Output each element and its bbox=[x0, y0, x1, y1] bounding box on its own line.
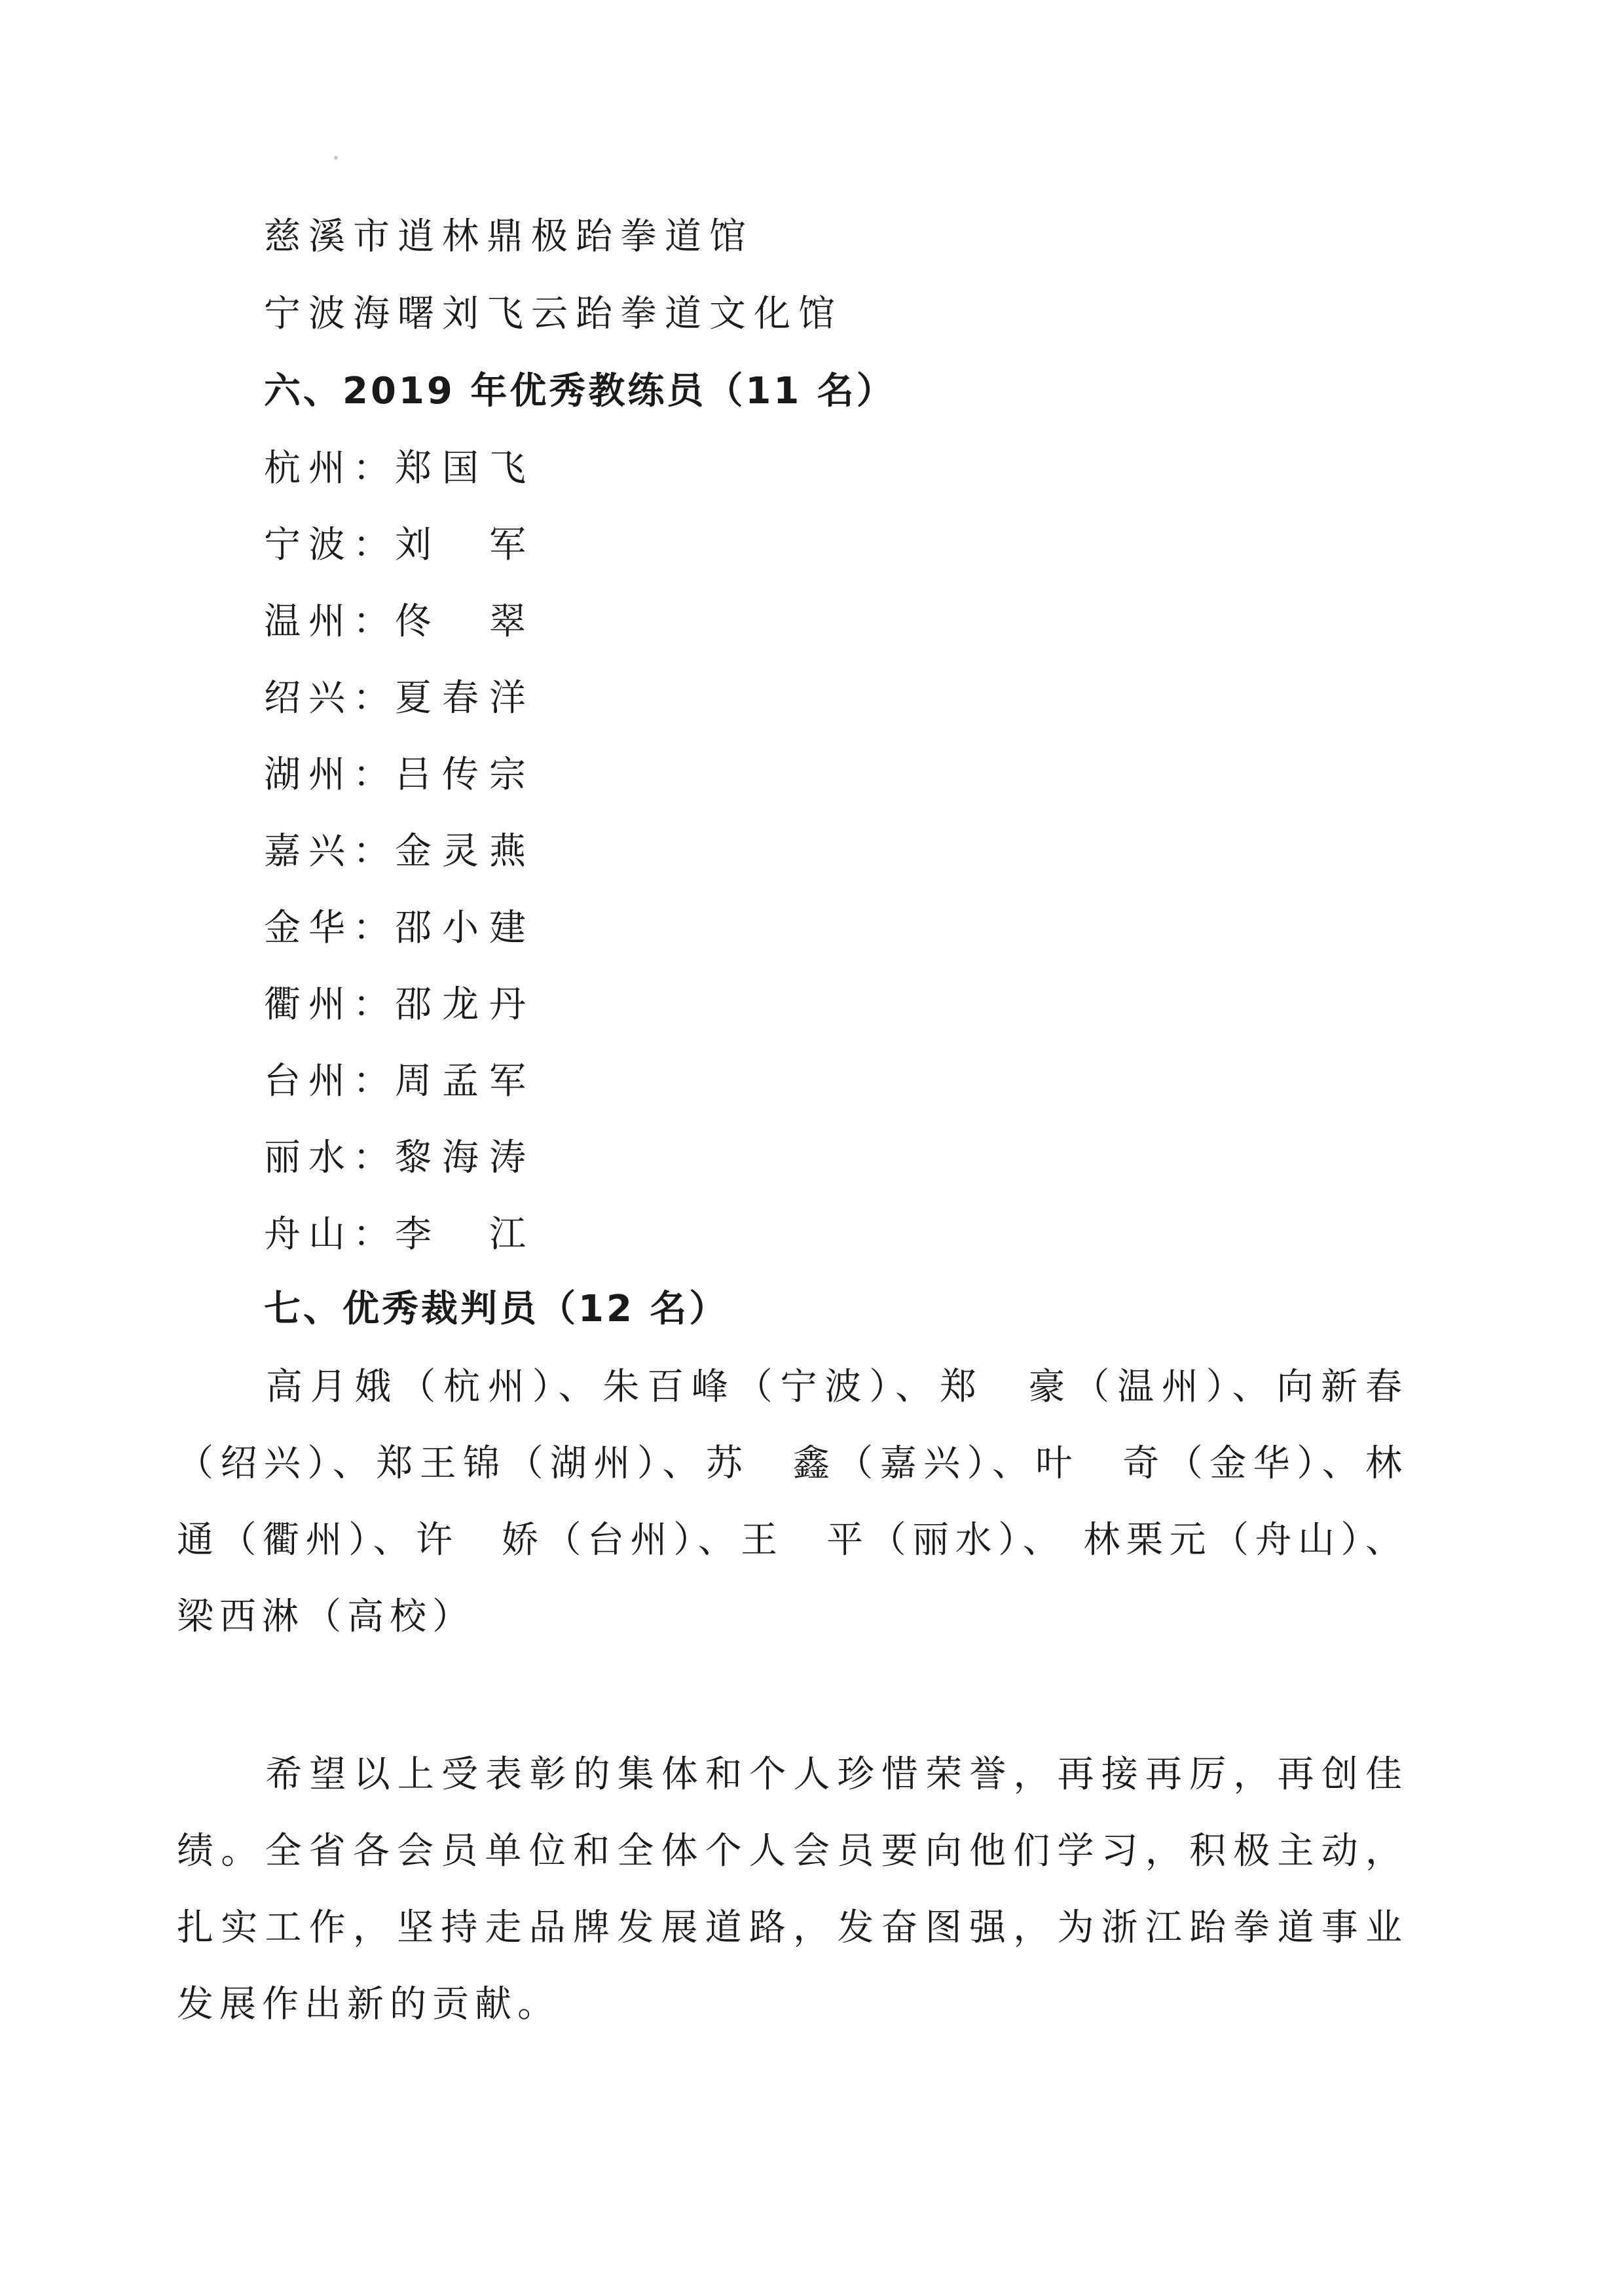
coach-region: 舟山： bbox=[264, 1213, 397, 1256]
coach-name-char: 国 bbox=[442, 447, 479, 490]
coach-name bbox=[395, 672, 526, 725]
coach-name-char: 邵 bbox=[395, 983, 432, 1026]
coach-region: 台州： bbox=[264, 1060, 397, 1102]
coach-name-char: 涛 bbox=[489, 1137, 526, 1179]
coach-name-char: 小 bbox=[442, 907, 479, 949]
coach-name-char: 李 bbox=[395, 1213, 432, 1256]
coach-name-char: 夏 bbox=[395, 677, 432, 720]
coach-name bbox=[395, 826, 526, 878]
coach-name bbox=[395, 902, 526, 955]
coach-name-char: 海 bbox=[442, 1137, 479, 1179]
coach-name-char: 周 bbox=[395, 1060, 432, 1102]
coach-name bbox=[395, 979, 526, 1031]
club-line-2: 宁波海曙刘飞云跆拳道文化馆 bbox=[264, 293, 843, 335]
coach-region: 金华： bbox=[264, 907, 397, 949]
coach-region: 衢州： bbox=[264, 983, 397, 1026]
coach-name bbox=[395, 749, 526, 801]
coach-name-char: 建 bbox=[489, 907, 526, 949]
club-line-1: 慈溪市逍林鼎极跆拳道馆 bbox=[264, 215, 754, 258]
coach-name-char: 江 bbox=[489, 1213, 526, 1256]
coach-name bbox=[395, 596, 526, 648]
coach-region: 绍兴： bbox=[264, 677, 397, 720]
coach-name-char: 燕 bbox=[489, 830, 526, 873]
coach-name-char bbox=[442, 1209, 479, 1261]
referee-text: 高月娥（杭州）、朱百峰（宁波）、郑 豪（温州）、向新春（绍兴）、郑王锦（湖州）、苏 鑫（嘉兴）、叶 奇（金华）、林 通（衢州）、许 娇（台州）、王 平（丽水）、 林栗元（舟山）、梁西淋（高校） bbox=[177, 1366, 1450, 1638]
coach-name-char: 邵 bbox=[395, 907, 432, 949]
coach-name bbox=[395, 1209, 526, 1261]
coach-name-char: 灵 bbox=[442, 830, 479, 873]
coach-region: 湖州： bbox=[264, 754, 397, 796]
coach-region: 杭州： bbox=[264, 447, 397, 490]
coach-region: 温州： bbox=[264, 600, 397, 643]
coach-name-char bbox=[442, 596, 479, 648]
coach-name-char: 金 bbox=[395, 830, 432, 873]
section7-heading: 七、优秀裁判员（12 名） bbox=[264, 1288, 729, 1330]
coach-name-char: 丹 bbox=[489, 983, 526, 1026]
coach-name-char: 传 bbox=[442, 754, 479, 796]
coach-name-char: 刘 bbox=[395, 524, 432, 566]
coach-name-char: 佟 bbox=[395, 600, 432, 643]
section6-heading: 六、2019 年优秀教练员（11 名） bbox=[264, 370, 896, 412]
coach-name-char: 吕 bbox=[395, 754, 432, 796]
coach-name bbox=[395, 1132, 526, 1184]
scan-speck bbox=[334, 156, 338, 160]
coach-name-char: 孟 bbox=[442, 1060, 479, 1102]
coach-region: 嘉兴： bbox=[264, 830, 397, 873]
coach-name-char: 飞 bbox=[489, 447, 526, 490]
coach-name-char: 黎 bbox=[395, 1137, 432, 1179]
coach-name-char bbox=[442, 519, 479, 572]
coach-name-char: 洋 bbox=[489, 677, 526, 720]
coach-region: 宁波： bbox=[264, 524, 397, 566]
coach-region: 丽水： bbox=[264, 1137, 397, 1179]
coach-name-char: 宗 bbox=[489, 754, 526, 796]
coach-name-char: 龙 bbox=[442, 983, 479, 1026]
coach-name-char: 春 bbox=[442, 677, 479, 720]
coach-name-char: 郑 bbox=[395, 447, 432, 490]
coach-name-char: 军 bbox=[489, 1060, 526, 1102]
coach-name bbox=[395, 519, 526, 572]
closing-text: 希望以上受表彰的集体和个人珍惜荣誉，再接再厉，再创佳绩。全省各会员单位和全体个人会员要向他们学习，积极主动，扎实工作，坚持走品牌发展道路，发奋图强，为浙江跆拳道事业发展作出新的贡献。 bbox=[177, 1753, 1408, 2026]
coach-name-char: 翠 bbox=[489, 600, 526, 643]
closing-paragraph bbox=[177, 1736, 1408, 2043]
referee-paragraph bbox=[177, 1349, 1450, 1655]
coach-name-char: 军 bbox=[489, 524, 526, 566]
coach-name bbox=[395, 443, 526, 495]
coach-name bbox=[395, 1055, 526, 1108]
